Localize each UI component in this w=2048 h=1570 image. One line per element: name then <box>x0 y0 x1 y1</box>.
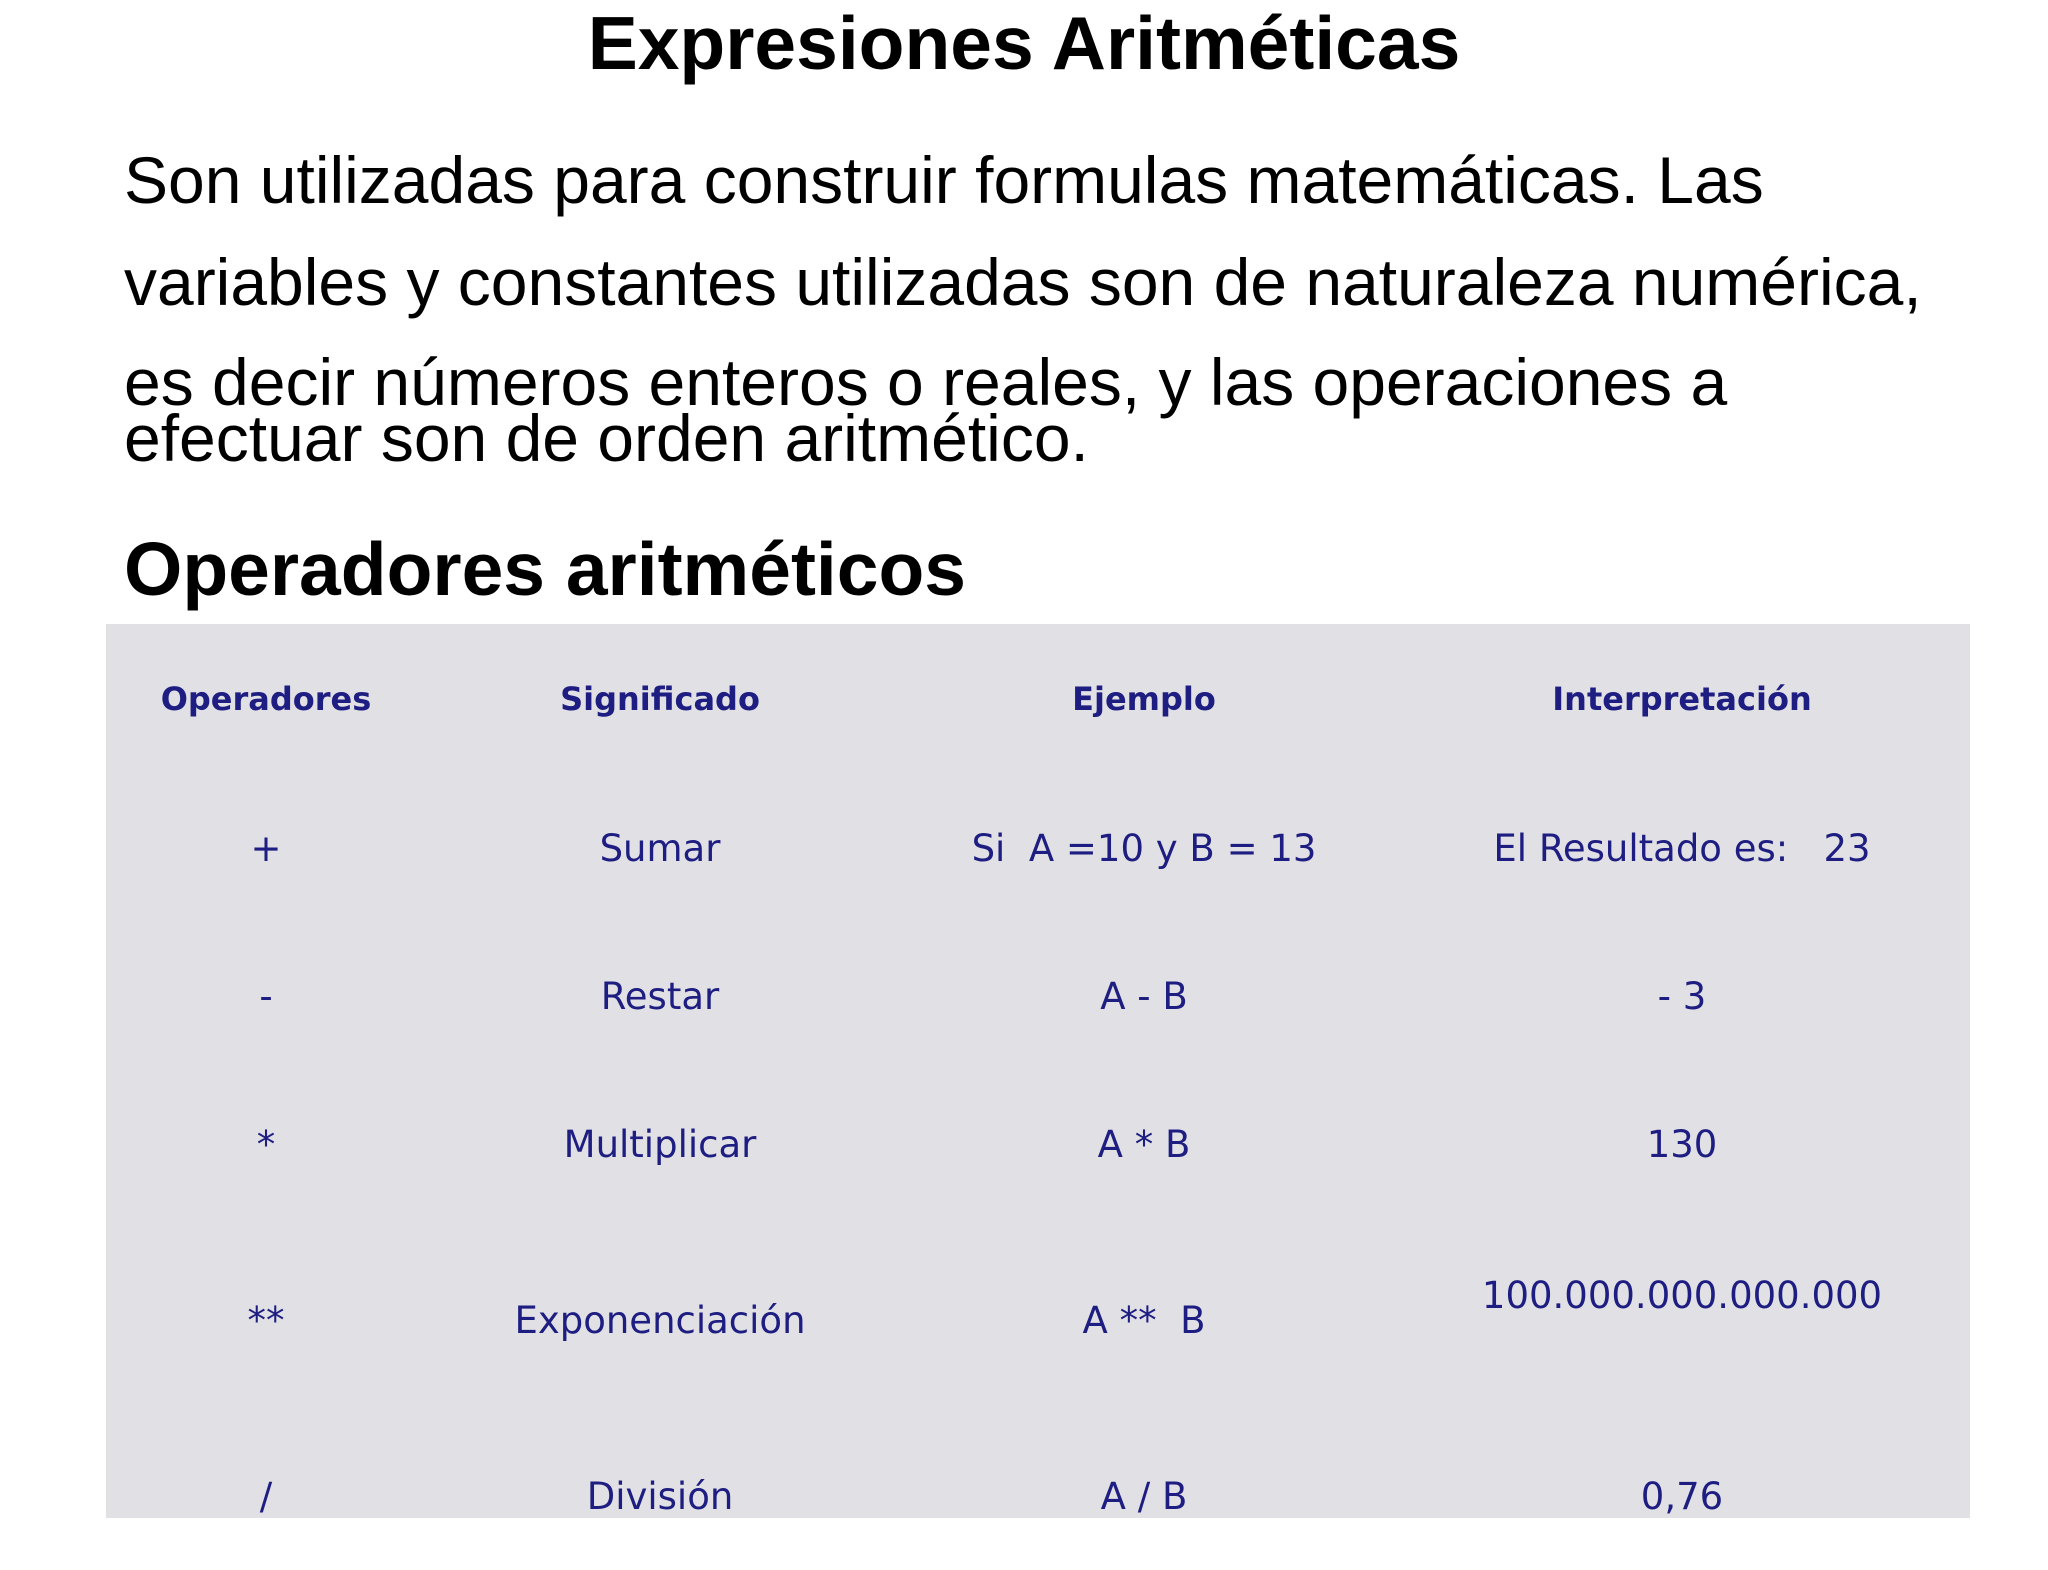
operator-cell: * <box>256 1122 276 1166</box>
interpretation-cell: El Resultado es: 23 <box>1493 826 1871 870</box>
example-cell: Si A =10 y B = 13 <box>971 826 1317 870</box>
header-operadores: Operadores <box>160 680 372 718</box>
meaning-cell: Sumar <box>599 826 721 870</box>
operator-cell: ** <box>247 1298 285 1342</box>
operators-table-container <box>106 624 1970 1518</box>
paragraph-line: Son utilizadas para construir formulas matemáticas. Las <box>124 143 1764 217</box>
interpretation-cell: 130 <box>1646 1122 1718 1166</box>
operator-cell: + <box>250 826 282 870</box>
paragraph-line: efectuar son de orden aritmético. <box>124 401 1089 475</box>
example-cell: A ** B <box>1082 1298 1206 1342</box>
example-cell: A / B <box>1100 1474 1188 1518</box>
table-row <box>106 1422 1970 1570</box>
operators-table <box>106 624 1970 1570</box>
interpretation-cell: 0,76 <box>1640 1474 1724 1518</box>
meaning-cell: División <box>586 1474 734 1518</box>
example-cell: A * B <box>1097 1122 1191 1166</box>
description-paragraph <box>124 134 2024 475</box>
paragraph-line: variables y constantes utilizadas son de naturaleza numérica, <box>124 245 1922 319</box>
header-significado: Significado <box>560 680 760 718</box>
interpretation-cell: - 3 <box>1657 974 1707 1018</box>
table-row <box>106 1218 1970 1422</box>
meaning-cell: Multiplicar <box>563 1122 757 1166</box>
operator-cell: - <box>259 974 273 1018</box>
example-cell: A - B <box>1100 974 1188 1018</box>
table-row <box>106 774 1970 922</box>
header-ejemplo: Ejemplo <box>1072 680 1216 718</box>
header-interpretacion: Interpretación <box>1552 680 1812 718</box>
paragraph-line: es decir números enteros o reales, y las operaciones a <box>124 345 1728 419</box>
meaning-cell: Restar <box>600 974 720 1018</box>
table-row <box>106 922 1970 1070</box>
operator-cell: / <box>259 1474 273 1518</box>
meaning-cell: Exponenciación <box>514 1298 806 1342</box>
section-subtitle: Operadores aritméticos <box>124 527 966 611</box>
table-row <box>106 1070 1970 1218</box>
table-header-row <box>106 624 1970 774</box>
interpretation-cell: 100.000.000.000.000 <box>1481 1274 1883 1317</box>
page-title: Expresiones Aritméticas <box>587 1 1461 85</box>
